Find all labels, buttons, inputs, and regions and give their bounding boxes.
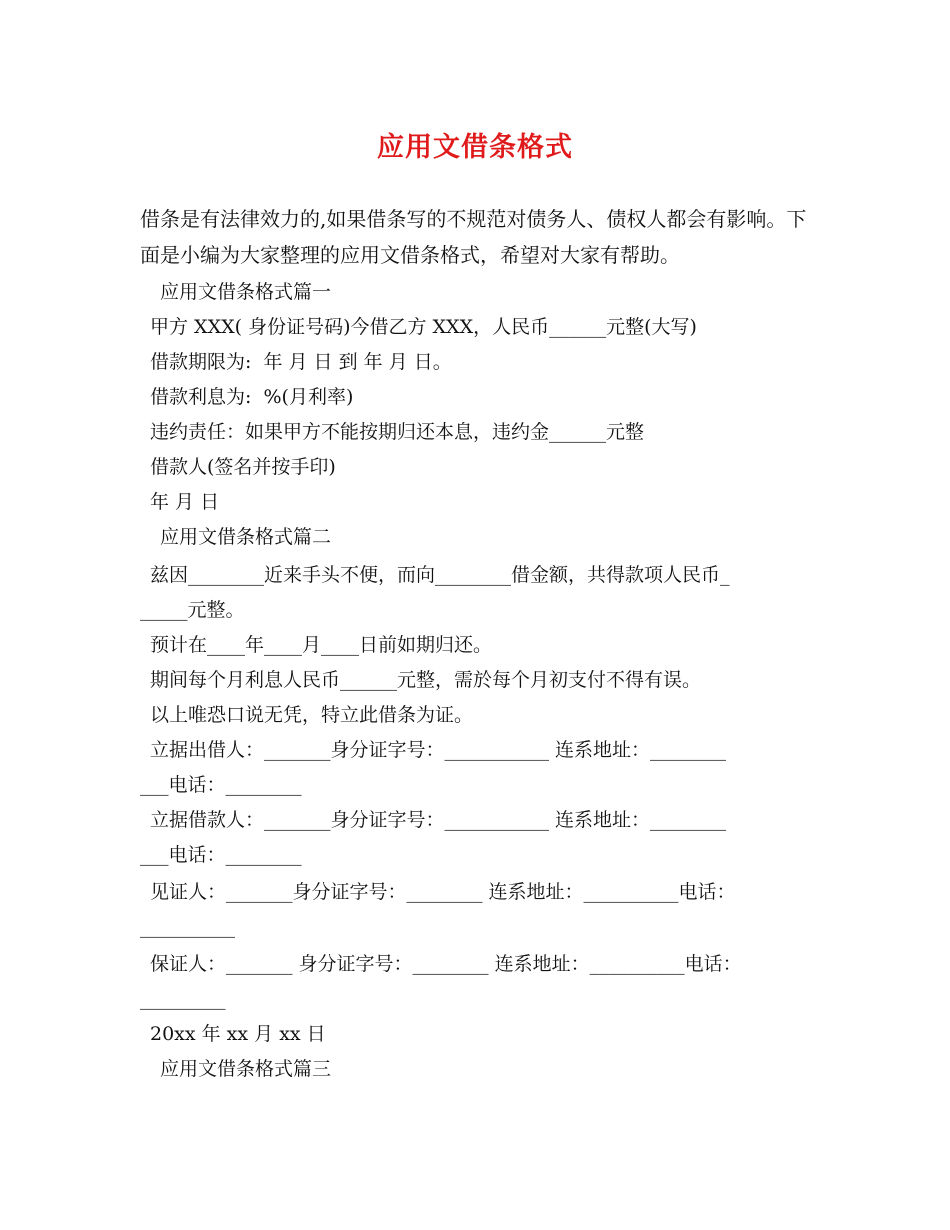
section-heading-1: 应用文借条格式篇一: [160, 281, 332, 303]
section1-line-1: 甲方 XXX( 身份证号码)今借乙方 XXX，人民币______元整(大写): [150, 316, 697, 338]
section1-line-2: 借款期限为: 年 月 日 到 年 月 日。: [150, 351, 452, 373]
borrower-line-a: 立据借款人：_______身分证字号：___________ 连系地址：________: [150, 809, 727, 831]
section1-line-6: 年 月 日: [150, 491, 220, 513]
section2-line-1b: _____元整。: [140, 599, 245, 621]
witness-line-a: 见证人：_______身分证字号：________ 连系地址：__________电话：: [150, 881, 736, 903]
section1-line-4: 违约责任：如果甲方不能按期归还本息，违约金______元整: [150, 421, 645, 443]
borrower-line-b: ___电话：________: [140, 844, 302, 866]
guarantor-line-b: _________: [140, 988, 226, 1010]
page-title: 应用文借条格式: [377, 132, 573, 163]
section1-line-3: 借款利息为: %(月利率): [150, 386, 354, 408]
witness-line-b: __________: [140, 916, 235, 938]
section2-line-4: 以上唯恐口说无凭，特立此借条为证。: [150, 704, 474, 726]
section2-line-1a: 兹因________近来手头不便，而向________借金额，共得款项人民币_: [150, 564, 730, 586]
section1-line-5: 借款人(签名并按手印): [150, 456, 336, 478]
lender-line-a: 立据出借人：_______身分证字号：___________ 连系地址：________: [150, 739, 727, 761]
guarantor-line-a: 保证人：_______ 身分证字号：________ 连系地址：__________电话：: [150, 953, 742, 975]
section2-line-2: 预计在____年____月____日前如期归还。: [150, 634, 493, 656]
document-date: 20xx 年 xx 月 xx 日: [150, 1023, 326, 1045]
section-heading-2: 应用文借条格式篇二: [160, 526, 332, 548]
section2-line-3: 期间每个月利息人民币______元整，需於每个月初支付不得有误。: [150, 669, 702, 691]
lender-line-b: ___电话：________: [140, 774, 302, 796]
section-heading-3: 应用文借条格式篇三: [160, 1058, 332, 1080]
intro-paragraph: 借条是有法律效力的,如果借条写的不规范对债务人、债权人都会有影响。下面是小编为大家整理的应用文借条格式，希望对大家有帮助。: [140, 207, 807, 267]
